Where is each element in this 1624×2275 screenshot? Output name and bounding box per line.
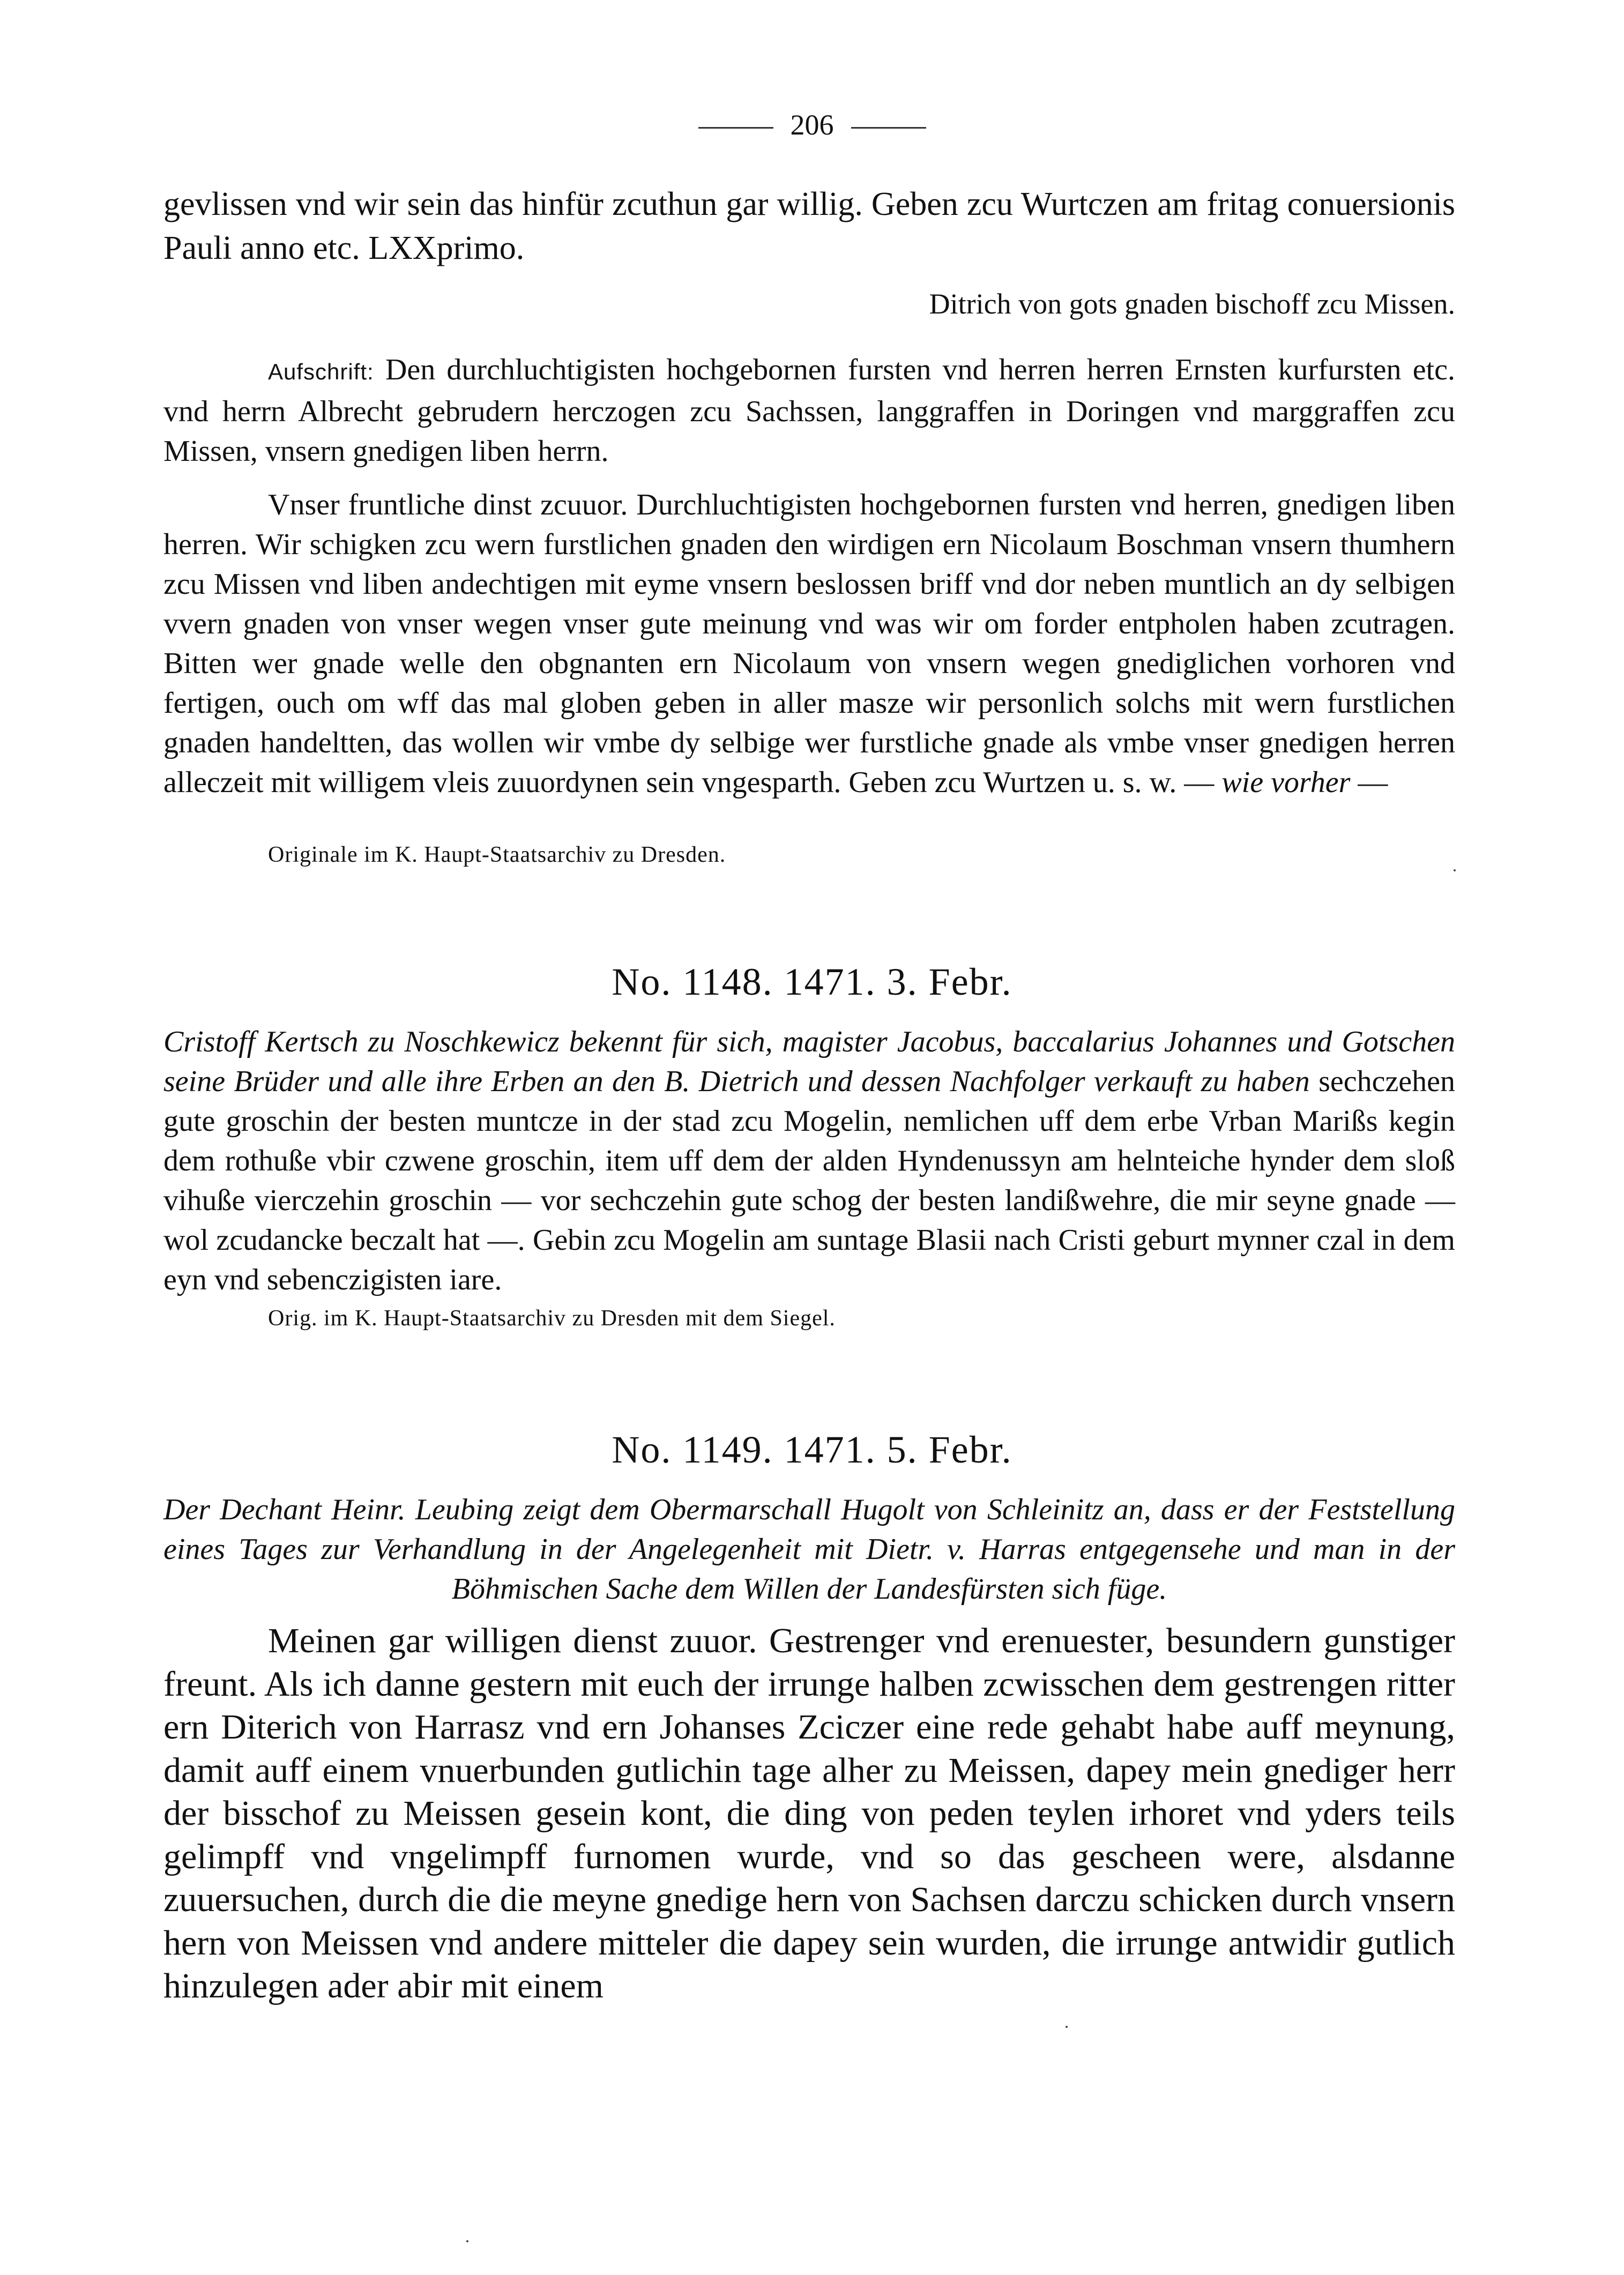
- doc-1148-heading: No. 1148. 1471. 3. Febr.: [612, 960, 1012, 1003]
- address-paragraph: [163, 350, 1455, 471]
- page-header: [0, 106, 1624, 144]
- source-note-1: Originale im K. Haupt-Staatsarchiv zu Dresden.: [268, 842, 726, 867]
- header-rule-left: [698, 127, 773, 129]
- source-note-1148: Orig. im K. Haupt-Staatsarchiv zu Dresden mit dem Siegel.: [268, 1306, 836, 1331]
- page-number: 206: [790, 109, 834, 141]
- scan-speck: [1454, 869, 1456, 871]
- header-rule-right: [851, 127, 926, 129]
- letter-dash: —: [1350, 766, 1388, 799]
- letter-paragraph: [163, 485, 1455, 802]
- letter-suffix: wie vorher: [1221, 766, 1351, 799]
- closing-paragraph: gevlissen vnd wir sein das hinfür zcuthun gar willig. Geben zcu Wurtczen am fritag conuersionis Pauli anno etc. LXXprimo.: [163, 186, 1455, 266]
- scan-speck: [1066, 2026, 1068, 2028]
- doc-1149-heading: No. 1149. 1471. 5. Febr.: [612, 1428, 1012, 1471]
- address-label: Aufschrift:: [268, 359, 374, 384]
- doc-1149-text: Meinen gar willigen dienst zuuor. Gestrenger vnd erenuester, besundern gunstiger freunt. Als ich danne gestern mit euch der irrunge halben zcwisschen dem gestrengen ritter ern Diterich von Harrasz vnd ern Johanses Zciczer eine rede gehabt habe auff meynung, damit auff einem vnuerbunden gutlichin tage alher zu Meissen, dapey mein gnediger herr der bisschof zu Meissen gesein kont, die ding von peden teylen irhoret vnd yders teils gelimpff vnd vngelimpff furnomen wurde, vnd so das gescheen were, alsdanne zuuersuchen, durch die die meyne gnedige hern von Sachsen darczu schicken durch vnsern hern von Meissen vnd andere mitteler die dapey sein wurden, die irrunge antwidir gutlich hinzulegen ader abir mit einem: [163, 1621, 1455, 2005]
- doc-1148-text: sechczehen gute groschin der besten muntcze in der stad zcu Mogelin, nemlichen uff dem erbe Vrban Marißs kegin dem rothuße vbir czwene groschin, item uff dem der alden Hyndenussyn am helnteiche hynder dem sloß vihuße vierczehin groschin — vor sechczehin gute schog der besten landißwehre, die mir seyne gnade — wol zcudancke beczalt hat —. Gebin zcu Mogelin am suntage Blasii nach Cristi geburt mynner czal in dem eyn vnd sebenczigisten iare.: [163, 1065, 1456, 1296]
- letter-text: Vnser fruntliche dinst zcuuor. Durchluchtigisten hochgebornen fursten vnd herren, gnedigen liben herren. Wir schigken zcu wern furstlichen gnaden den wirdigen ern Nicolaum Boschman vnsern thumhern zcu Missen vnd liben andechtigen mit eyme vnsern beslossen briff vnd dor neben muntlich an dy selbigen vvern gnaden von vnser wegen vnser gute meinung vnd was wir om forder entpholen haben zcutragen. Bitten wer gnade welle den obgnanten ern Nicolaum von vnsern wegen gnediglichen vorhoren vnd fertigen, ouch om wff das mal globen geben in aller masze wir personlich solchs mit wern furstlichen gnaden handeltten, das wollen wir vmbe dy selbige wer furstliche gnade als vmbe vnser gnedigen herren alleczeit mit willigem vleis zuuordynen sein vngesparth. Geben zcu Wurtzen u. s. w. —: [163, 488, 1455, 799]
- doc-1148-regest: Cristoff Kertsch zu Noschkewicz bekennt für sich, magister Jacobus, baccalarius Johannes und Gotschen seine Brüder und alle ihre Erben an den B. Dietrich und dessen Nachfolger verkauft zu haben: [163, 1025, 1455, 1098]
- address-text: Den durchluchtigisten hochgebornen fursten vnd herren herren Ernsten kurfursten etc. vnd herrn Albrecht gebrudern herczogen zcu Sachssen, langgraffen in Doringen vnd marggraffen zcu Missen, vnsern gnedigen liben herrn.: [163, 353, 1455, 468]
- doc-1149-regest: Der Dechant Heinr. Leubing zeigt dem Obermarschall Hugolt von Schleinitz an, dass er der Feststellung eines Tages zur Verhandlung in der Angelegenheit mit Dietr. v. Harras entgegensehe und man in der Böhmischen Sache dem Willen der Landesfürsten sich füge.: [163, 1493, 1455, 1606]
- signature-line: Ditrich von gots gnaden bischoff zcu Missen.: [929, 288, 1455, 320]
- doc-1148-paragraph: [163, 1022, 1455, 1300]
- scan-speck: [466, 2240, 468, 2242]
